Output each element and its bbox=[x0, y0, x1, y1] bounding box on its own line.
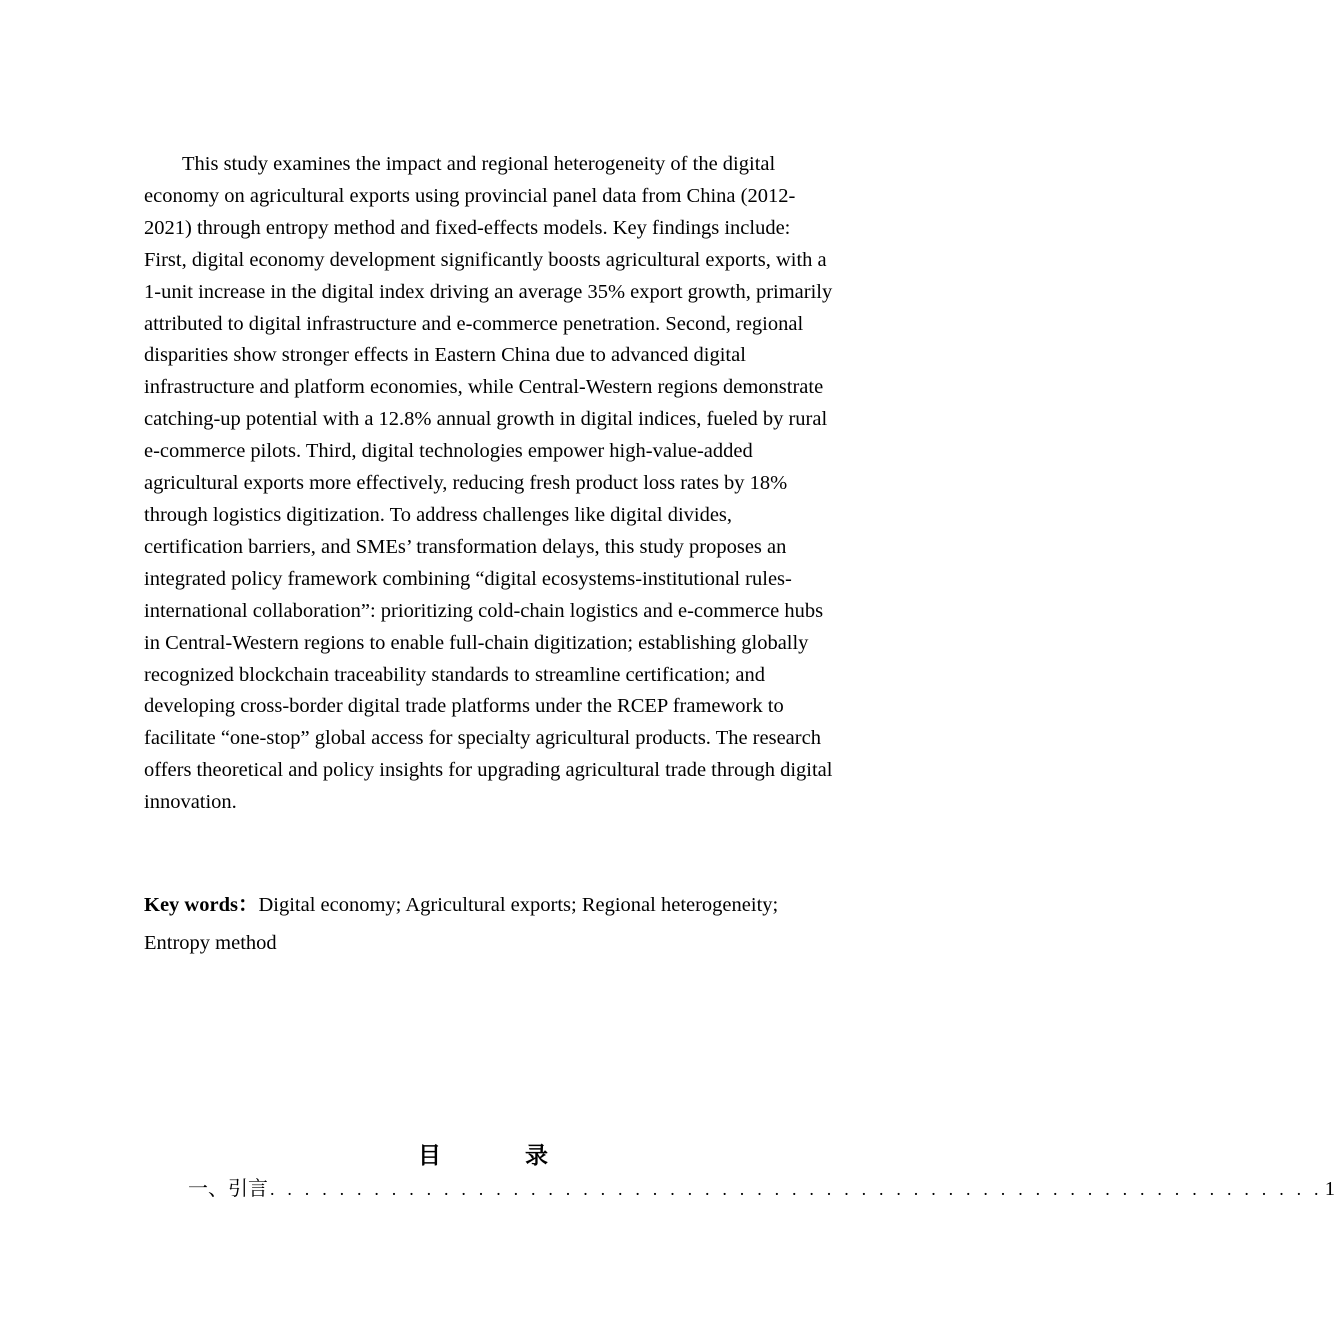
abstract-paragraph: This study examines the impact and regional heterogeneity of the digital economy on agricultural exports using provincial panel data from China (2012-2021) through entropy method and fixed-effects models. Key findings include: First, digital economy development significantly boosts agricultural exports, with a 1-unit increase in the digital index driving an average 35% export growth, primarily attributed to digital infrastructure and e-commerce penetration. Second, regional disparities show stronger effects in Eastern China due to advanced digital infrastructure and platform economies, while Central-Western regions demonstrate catching-up potential with a 12.8% annual growth in digital indices, fueled by rural e-commerce pilots. Third, digital technologies empower high-value-added agricultural exports more effectively, reducing fresh product loss rates by 18% through logistics digitization. To address challenges like digital divides, certification barriers, and SMEs’ transformation delays, this study proposes an integrated policy framework combining “digital ecosystems-institutional rules-international collaboration”: prioritizing cold-chain logistics and e-commerce hubs in Central-Western regions to enable full-chain digitization; establishing globally recognized blockchain traceability standards to streamline certification; and developing cross-border digital trade platforms under the RCEP framework to facilitate “one-stop” global access for specialty agricultural products. The research offers theoretical and policy insights for upgrading agricultural trade through digital innovation. bbox=[144, 153, 833, 814]
keywords-label: Key words： bbox=[144, 894, 259, 916]
toc-title bbox=[418, 1137, 548, 1170]
keywords-text: Digital economy; Agricultural exports; Regional heterogeneity; Entropy method bbox=[144, 894, 779, 954]
toc-title-char-2: 录 bbox=[525, 1143, 548, 1169]
keywords-line bbox=[144, 886, 844, 962]
toc-entry-label: 一、引言 bbox=[188, 1176, 268, 1200]
toc-entry[interactable] bbox=[188, 1172, 1335, 1200]
toc-entry-page: 1 bbox=[1324, 1178, 1335, 1200]
toc-title-char-1: 目 bbox=[418, 1143, 441, 1169]
toc-entry-leader: . . . . . . . . . . . . . . . . . . . . . . . . . . . . . . . . . . . . . . . . . . . . . . . . . . . . . . . . . . . . . bbox=[270, 1179, 1323, 1199]
